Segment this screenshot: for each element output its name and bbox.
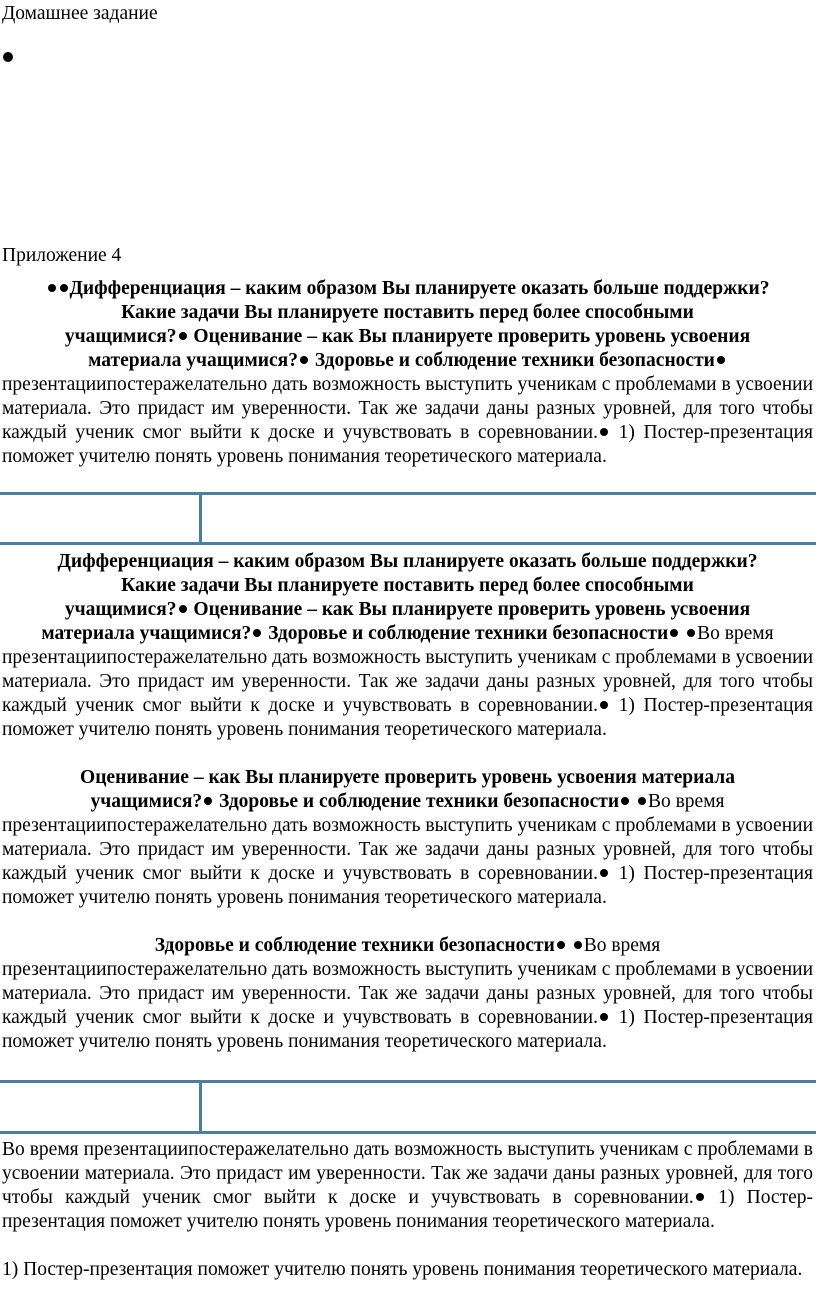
bullet-icon (574, 941, 582, 949)
question-line: учащимися? Оценивание – как Вы планируете проверить уровень усвоения (64, 326, 751, 347)
question-line: Дифференциация – каким образом Вы планируете оказать больше поддержки? (57, 551, 758, 572)
table-border-bottom (0, 1131, 816, 1134)
question-line: Какие задачи Вы планируете поставить перед более способными (121, 575, 694, 596)
bullet-icon (179, 332, 187, 340)
question-line (2, 277, 813, 301)
question-line: материала учащимися? Здоровье и соблюдение техники безопасности (2, 349, 813, 373)
bullet-icon (670, 629, 678, 637)
answer-paragraph: презентациипостеражелательно дать возможность выступить ученикам с проблемами в усвоении материала. Это придаст им уверенности. Так же задачи даны разных уровней, для того чтобы каждый ученик смог выйти к доске и учувствовать в соревновании. 1) Постер-презентация поможет учителю понять уровень понимания теоретического материала. (2, 815, 814, 908)
answer-paragraph: презентациипостеражелательно дать возможность выступить ученикам с проблемами в усвоении материала. Это придаст им уверенности. Так же задачи даны разных уровней, для того чтобы каждый ученик смог выйти к доске и учувствовать в соревновании. 1) Постер-презентация поможет учителю понять уровень понимания теоретического материала. (2, 374, 814, 467)
question-line: Какие задачи Вы планируете поставить перед более способными (121, 302, 694, 323)
evaluation-question: Оценивание – как Вы планируете проверить уровень усвоения (193, 326, 751, 347)
health-question: Здоровье и соблюдение техники безопасности (314, 350, 715, 371)
bullet-icon (48, 284, 56, 292)
bullet-icon (3, 52, 13, 62)
question-line: учащимися? Оценивание – как Вы планируете проверить уровень усвоения (64, 599, 751, 620)
question-line: Оценивание – как Вы планируете проверить уровень усвоения материала (80, 767, 735, 788)
answer-paragraph: презентациипостеражелательно дать возможность выступить ученикам с проблемами в усвоении материала. Это придаст им уверенности. Так же задачи даны разных уровней, для того чтобы каждый ученик смог выйти к доске и учувствовать в соревновании. 1) Постер-презентация поможет учителю понять уровень понимания теоретического материала. (2, 959, 814, 1052)
bullet-icon (600, 701, 608, 709)
question-line: материала учащимися? Здоровье и соблюдение техники безопасности Во время (41, 623, 774, 644)
table-border-top (0, 492, 816, 495)
bullet-icon (179, 605, 187, 613)
bullet-icon (253, 629, 261, 637)
homework-heading: Домашнее задание (2, 3, 158, 24)
bullet-icon (696, 1193, 704, 1201)
bullet-icon (717, 356, 725, 364)
bullet-icon (60, 284, 68, 292)
differentiation-question: Дифференциация – каким образом Вы планируете оказать больше поддержки? (69, 278, 770, 299)
answer-paragraph: Во время презентациипостеражелательно дать возможность выступить ученикам с проблемами в усвоении материала. Это придаст им уверенности. Так же задачи даны разных уровней, для того чтобы каждый ученик смог выйти к доске и учувствовать в соревновании. 1) Постер-презентация поможет учителю понять уровень понимания теоретического материала. (2, 1139, 814, 1232)
question-line: учащимися? Здоровье и соблюдение техники безопасности Во время (90, 791, 725, 812)
table-border-top (0, 1080, 816, 1083)
table-border-bottom (0, 542, 816, 545)
bullet-icon (300, 356, 308, 364)
answer-paragraph: 1) Постер-презентация поможет учителю понять уровень понимания теоретического материала. (2, 1259, 803, 1280)
bullet-icon (621, 797, 629, 805)
appendix-title: Приложение 4 (2, 245, 122, 266)
question-line: Здоровье и соблюдение техники безопасности Во время (154, 935, 661, 956)
table-border-vertical (199, 492, 202, 545)
bullet-icon (638, 797, 646, 805)
bullet-icon (600, 428, 608, 436)
bullet-icon (600, 1013, 608, 1021)
bullet-icon (204, 797, 212, 805)
bullet-icon (557, 941, 565, 949)
answer-paragraph: презентациипостеражелательно дать возможность выступить ученикам с проблемами в усвоении материала. Это придаст им уверенности. Так же задачи даны разных уровней, для того чтобы каждый ученик смог выйти к доске и учувствовать в соревновании. 1) Постер-презентация поможет учителю понять уровень понимания теоретического материала. (2, 647, 814, 740)
bullet-icon (600, 869, 608, 877)
bullet-icon (687, 629, 695, 637)
table-border-vertical (199, 1080, 202, 1134)
